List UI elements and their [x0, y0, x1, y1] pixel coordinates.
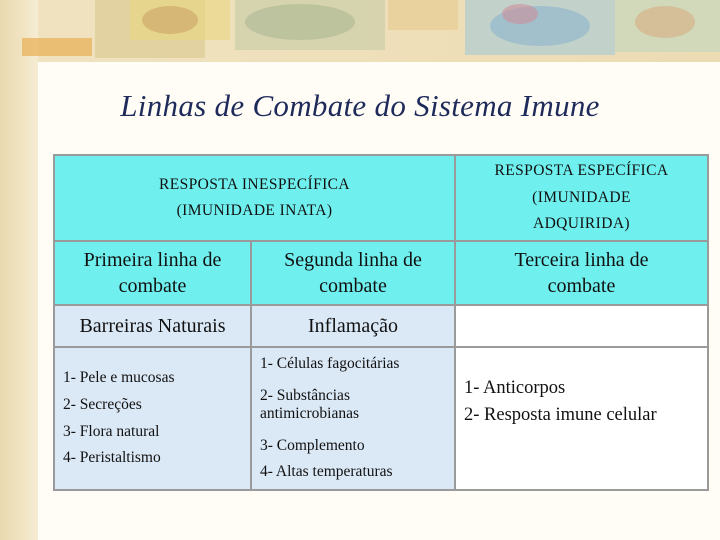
detail-item: 3- Flora natural [63, 422, 160, 440]
third-line-text-2: combate [547, 275, 616, 297]
header-adaptive-response [456, 156, 707, 240]
detail-item: antimicrobianas [260, 405, 359, 423]
slide-title: Linhas de Combate do Sistema Imune [120, 88, 600, 123]
category-empty-cell [456, 306, 707, 346]
first-line-text-2: combate [118, 275, 187, 297]
second-line-details [252, 348, 454, 489]
detail-item: 4- Altas temperaturas [260, 463, 393, 481]
header-adaptive-line1: RESPOSTA ESPECÍFICA [494, 162, 669, 180]
detail-item: 2- Resposta imune celular [464, 404, 657, 425]
detail-item: 2- Secreções [63, 395, 142, 413]
detail-item: 2- Substâncias [260, 386, 350, 404]
detail-item: 3- Complemento [260, 436, 365, 454]
immune-response-table [53, 154, 709, 491]
detail-item: 1- Células fagocitárias [260, 355, 400, 373]
first-line-details [55, 348, 250, 489]
third-line-details [456, 348, 707, 489]
first-line-text-1: Primeira linha de [83, 249, 222, 271]
detail-item: 1- Pele e mucosas [63, 369, 175, 387]
second-line-of-combat [252, 242, 454, 304]
decorative-left-band [0, 0, 38, 540]
detail-item: 4- Peristaltismo [63, 449, 161, 467]
first-line-of-combat [55, 242, 250, 304]
category-natural-barriers-text: Barreiras Naturais [79, 315, 226, 337]
header-adaptive-line3: ADQUIRIDA) [533, 215, 630, 233]
second-line-text-1: Segunda linha de [284, 249, 422, 271]
header-innate-line1: RESPOSTA INESPECÍFICA [158, 175, 351, 193]
second-line-text-2: combate [319, 275, 387, 297]
category-inflammation-text: Inflamação [308, 315, 398, 337]
header-innate-line2: (IMUNIDADE INATA) [176, 202, 333, 219]
third-line-of-combat [456, 242, 707, 304]
category-inflammation [252, 306, 454, 346]
header-innate-response [55, 156, 454, 240]
category-natural-barriers [55, 306, 250, 346]
header-adaptive-line2: (IMUNIDADE [532, 188, 631, 206]
third-line-text-1: Terceira linha de [514, 249, 649, 271]
decorative-collage-image [0, 0, 720, 62]
detail-item: 1- Anticorpos [464, 378, 566, 399]
